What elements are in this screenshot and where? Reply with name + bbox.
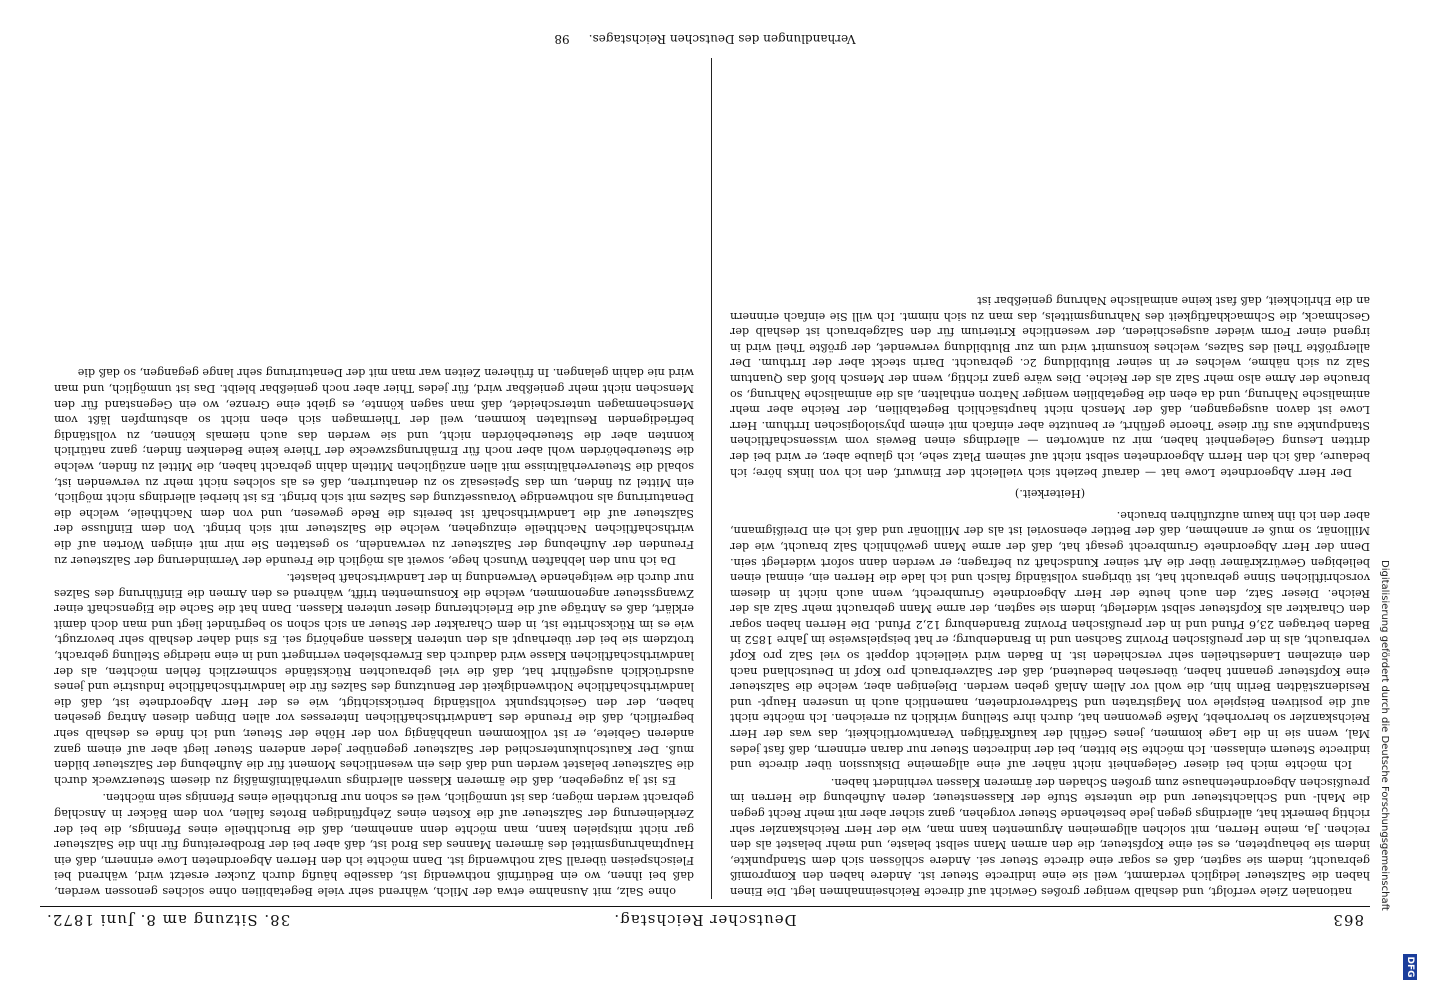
- footer-source: Verhandlungen des Deutschen Reichstages.: [588, 32, 856, 46]
- paragraph: Da ich nun den lebhaften Wunsch hege, soweit als möglich die Freunde der Verminderung der Salzsteuer zu Freunden der Aufhebung der Salzsteuer zu verwandeln, so gestatten Sie mir mit einigen Worten auf die wirthschaftlichen Nachtheile einzugehen, welche die Salzsteuer mit sich bringt. Von dem Einflusse der Salzsteuer auf die Landwirthschaft ist bereits die Rede gewesen, und von dem Nachtheile, welche die Denaturirung als nothwendige Voraussetzung des Salzes mit sich bringt. Es ist hierbei allerdings nicht möglich, ein Mittel zu finden, um das Speisesalz so zu denaturiren, daß es als solches nicht mehr zu verwenden ist, sobald die Steuerverhältnisse mit allen anzüglichen Mitteln dahin gebracht haben, die Mittel zu finden, welche die Steuerbehörden wohl aber noch für Ernährungszwecke der Thiere keine Bedenken finden; ganz natürlich konnten aber die Steuerbehörden nicht, und sie werden das auch niemals können, zu vollständig befriedigenden Resultaten kommen, weil der Thiermagen sich eben nicht so abstumpfen läßt vom Menschenmagen unterscheidet, daß man sagen könnte, es giebt eine Grenze, wo ein Gegenstand für den Menschen nicht mehr genießbar wird, für jedes Thier aber noch genießbar bleibt. Das ist unmöglich, und man wird nie dahin gelangen. In früheren Zeiten war man mit der Denaturirung sehr lange gegangen, so daß die: [54, 366, 694, 567]
- page-header: [40, 906, 1370, 933]
- right-column: [54, 58, 694, 899]
- running-title: Deutscher Reichstag.: [613, 911, 797, 929]
- footer-page-number: 98: [554, 32, 570, 46]
- digitization-note: Digitalisierung gefördert durch die Deutsche Forschungsgemeinschaft: [1379, 560, 1390, 911]
- rotated-page: [40, 28, 1370, 933]
- left-column: [730, 58, 1370, 899]
- interjection: (Heiterkeit.): [1014, 487, 1086, 501]
- paragraph: nationalen Ziele verfolgt, und deshalb weniger großes Gewicht auf directe Reichseinnahmen legt. Die Einen haben die Salzsteuer lediglich verdammt, weil sie eine indirecte Steuer ist. Andere haben den Kompromiß gebraucht, indem sie sagten, daß es sogar eine directe Steuer sei. Andere schlössen sich dem Standpunkte, indem sie behaupteten, es sei eine Kopfsteuer, die den armen Mann selbst belaste, und mehr belastet als den reichen. Ja, meine Herren, mit solchen allgemeinen Argumenten kann man, wie der Herr Reichskanzler sehr richtig bemerkt hat, allerdings gegen jede bestehende Steuer vorgehen, ganz sicher aber mit mehr Recht gegen die Mahl- und Schlachtsteuer und die unterste Stufe der Klassensteuer, deren Aufhebung die Herren im preußischen Abgeordnetenhause zum großen Schaden der ärmeren Klassen verhindert haben.: [730, 775, 1370, 898]
- dfg-logo: DFG: [1403, 954, 1417, 980]
- column-divider: [711, 58, 712, 899]
- paragraph: Ich möchte mich bei dieser Gelegenheit nicht näher auf eine allgemeine Diskussion über directe und indirecte Steuern einlassen. Ich möchte Sie bitten, bei der indirecten Steuer nur daran erinnern, daß fast jedes Mal, wenn sie in die Lage kommen, jenes Gefühl der kaufkräftigen Verantwortlichkeit, das was der Herr Reichskanzler so hervorhebt, Maße gewonnen hat, durch ihre Stellung wirklich zu erreichen. Ich möchte nicht auf die positiven Beispiele von Magistraten und Stadtverordneten, namentlich auch in unseren Haupt- und Residenzstädten Berlin hin, die wohl vor Allem Anlaß geben werden. Diejenigen aber, welche die Salzsteuer eine Kopfsteuer genannt haben, übersehen bedeutend, daß der Salzverbrauch pro Kopf in Deutschland nach den einzelnen Landestheilen sehr verschieden ist. In Baden wird vielleicht doppelt so viel Salz pro Kopf verbraucht, als in der preußischen Provinz Sachsen und in Brandenburg; er hat beispielsweise im Jahre 1852 in Baden betragen 23,6 Pfund und in der preußischen Provinz Brandenburg 12,2 Pfund. Die Herren haben sogar den Charakter als Kopfsteuer selbst widerlegt, indem sie sagten, der arme Mann gebraucht mehr Salz als der Reiche. Dieser Satz, den auch heute der Herr Abgeordnete Grumbrecht, wenn auch nicht in diesem vorschriftlichen Sinne gebraucht hat, ist übrigens vollständig falsch und ich lade die Herren ein, einmal einen beliebigen Gewürzkrämer über die Art seiner Kundschaft zu befragen; er werden dann sofort widerlegt sein. Denn der Herr Abgeordnete Grumbrecht gesagt hat, daß der arme Mann gewöhnlich Salz braucht, wie der Millionär, so muß er annehmen, daß der Bettler ebensoviel ist als der Millionär und daß ich ein Dreißigmann, aber den ich ihn kaum aufzuführen brauche.: [730, 508, 1370, 772]
- page-number: 863: [1332, 911, 1364, 929]
- footer: [40, 32, 1370, 46]
- session-date: 38. Sitzung am 8. Juni 1872.: [46, 911, 291, 929]
- paragraph: Der Herr Abgeordnete Lowe hat — darauf bezieht sich vielleicht der Einwurf, den ich von links höre; ich bedaure, daß ich den Herrn Abgeordneten selbst nicht auf seinem Platz sehe, ich glaube aber, er wird bei der dritten Lesung Gelegenheit haben, mir zu antworten — allerdings einen Beweis vom wissenschaftlichen Standpunkte aus für diese Theorie geführt, er benutzte aber einfach mit einem physiologischen Irrthum. Herr Lowe ist davon ausgegangen, daß der Mensch nicht hauptsächlich Begetabilien, der Reiche aber mehr animalische Nahrung, und da eben die Begetabilien weniger Natron enthalten, als die animalische Nahrung, so brauche der Arme also mehr Salz als der Reiche. Dies wäre ganz richtig, wenn der Mensch bloß das Quantum Salz zu sich nähme, welches er in seiner Blutbildung 2c. gebraucht. Darin steckt aber der Irrthum. Der allergrößte Theil des Salzes, welches konsumirt wird um zur Blutbildung verwendet, der größte Theil wird in irgend einer Form wieder ausgeschieden, der wesentliche Kriterium für den Salzgebrauch ist deshalb der Geschmack, die Schmackhaftigkeit des Nahrungsmittels, das man zu sich nimmt. Ich will Sie einfach erinnern an die Ehrlichkeit, daß fast keine animalische Nahrung genießbar ist: [730, 294, 1370, 479]
- paragraph: ohne Salz, mit Ausnahme etwa der Milch, während sehr viele Begetabilien ohne solches genossen werden, daß bei ihnen, wo ein Bedürfniß nothwendig ist, dasselbe häufig durch Zucker ersetzt wird, während bei Fleischspeisen überall Salz nothwendig ist. Dann möchte ich den Herren Abgeordneten Lowe erinnern, daß ein Hauptnahrungsmittel des ärmeren Mannes das Brod ist, daß aber bei der Brodbereitung für ihn die Salzsteuer gar nicht mitspielen kann, man möchte denn annehmen, daß die Bruchtheile eines Pfennigs, die bei der Zerkleinerung der Salzsteuer auf die Kosten eines Zehpfündigen Brotes fallen, von dem Bäcker in Anschlag gebracht werden mögen; das ist unmöglich, weil es schon nur Bruchtheile eines Pfennigs sein möchten.: [54, 791, 694, 898]
- paragraph: Es ist ja zugegeben, daß die ärmeren Klassen allerdings unverhältnißmäßig zu diesem Steuerzweck durch die Salzsteuer belastet werden und daß dies ein wesentliches Moment für die Aufhebung der Salzsteuer bilden muß. Der Kautschukunterschied der Salzsteuer gegenüber jeder anderen Steuer liegt aber auf einem ganz anderen Gebiete, er ist vollkommen unabhängig von der Höhe der Steuer, und ich finde es deshalb sehr begreiflich, daß die Freunde des Landwirthschaftlichen Interesses vor allen Dingen diesen Antrag gesehen haben, der den Gesichtspunkt vollständig berücksichtigt, wie es der Herr Abgeordnete ist, daß die landwirthschaftliche Nothwendigkeit der Benutzung des Salzes für die landwirthschaftliche Industrie und jenes ausdrücklich ausgeführt hat, daß die viel gebrauchten Rückstände schmerzlich fehlen möchten, als der landwirthschaftlichen Klasse wird dadurch das Erwerbsleben verringert und in eine niedrige Stellung gebracht, trotzdem sie bei der überhaupt als den unteren Klassen angehörig sei. Es sind daher deshalb sehr bevorzugt, wie es im Rückschritte ist, in dem Charakter der Steuer an sich schon so begründet liegt und man doch damit erklärt, daß es Anträge auf die Erleichterung dieser unteren Klassen. Dann hat die Sache die Eigenschaft einer Zwangssteuer angenommen, welche die Konsumenten trifft, während es den Armen die Einführung des Salzes nur durch die weitgehende Verwendung in der Landwirtschaft belastet.: [54, 571, 694, 787]
